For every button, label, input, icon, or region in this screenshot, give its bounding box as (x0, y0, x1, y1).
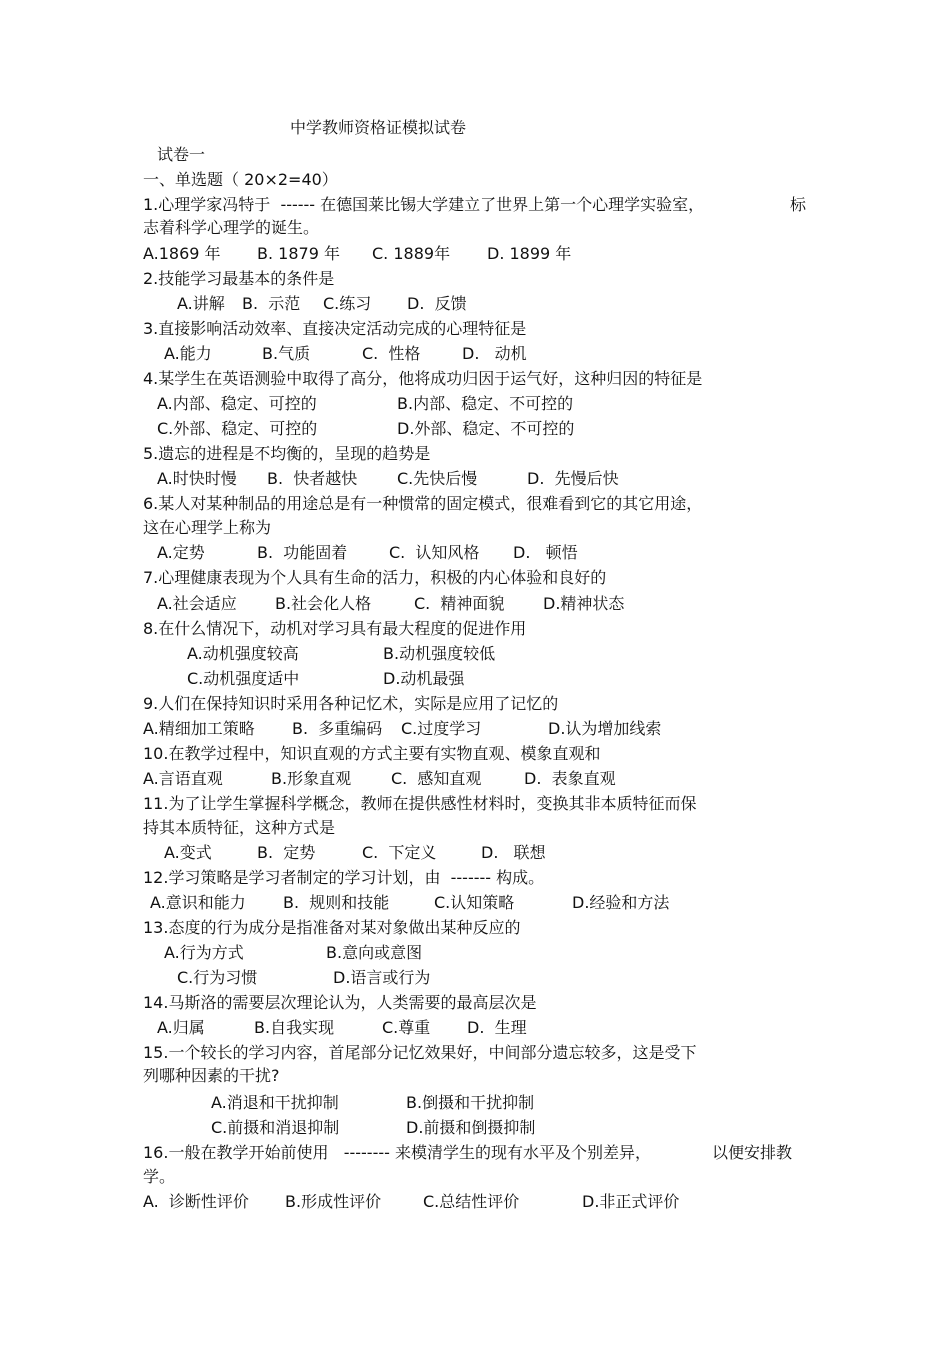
option-d: D. 表象直观 (524, 769, 616, 788)
question-stem-continued: 列哪种因素的干扰? (143, 1066, 280, 1085)
option-a: A.动机强度较高 (187, 644, 299, 663)
option-b: B.自我实现 (254, 1018, 335, 1037)
option-a: A.讲解 (177, 294, 225, 313)
option-a: A.能力 (164, 344, 212, 363)
option-b: B. 示范 (242, 294, 301, 313)
option-c: C.动机强度适中 (187, 669, 300, 688)
option-c: C.过度学习 (401, 719, 482, 738)
question-stem: 15.一个较长的学习内容，首尾部分记忆效果好，中间部分遗忘较多，这是受下 (143, 1043, 697, 1062)
option-d: D.精神状态 (543, 594, 625, 613)
option-d: D. 生理 (467, 1018, 527, 1037)
option-b: B. 1879 年 (257, 244, 340, 263)
option-d: D.认为增加线索 (548, 719, 662, 738)
question-stem: 8.在什么情况下，动机对学习具有最大程度的促进作用 (143, 619, 527, 638)
question-stem: 2.技能学习最基本的条件是 (143, 269, 335, 288)
option-a: A.言语直观 (143, 769, 223, 788)
option-c: C.认知策略 (434, 893, 515, 912)
option-b: B.内部、稳定、不可控的 (397, 394, 574, 413)
option-b: B.倒摄和干扰抑制 (406, 1093, 535, 1112)
question-stem: 13.态度的行为成分是指准备对某对象做出某种反应的 (143, 918, 521, 937)
option-d: D. 联想 (481, 843, 546, 862)
option-a: A.定势 (157, 543, 205, 562)
option-c: C.尊重 (382, 1018, 431, 1037)
question-stem: 6.某人对某种制品的用途总是有一种惯常的固定模式，很难看到它的其它用途， (143, 494, 703, 513)
option-d: D.语言或行为 (333, 968, 431, 987)
option-c: C.行为习惯 (177, 968, 258, 987)
option-a: A.内部、稳定、可控的 (157, 394, 317, 413)
option-d: D. 反馈 (407, 294, 467, 313)
option-d: D.非正式评价 (582, 1192, 680, 1211)
question-stem: 16.一般在教学开始前使用 -------- 来模清学生的现有水平及个别差异， (143, 1143, 651, 1162)
option-b: B.形象直观 (271, 769, 352, 788)
question-stem-tail: 以便安排教 (712, 1143, 793, 1162)
question-stem: 12.学习策略是学习者制定的学习计划，由 ------- 构成。 (143, 868, 545, 887)
option-b: B. 快者越快 (267, 469, 358, 488)
page-title: 中学教师资格证模拟试卷 (290, 118, 467, 137)
option-c: C. 精神面貌 (414, 594, 505, 613)
option-b: B.动机强度较低 (383, 644, 496, 663)
option-b: B. 功能固着 (257, 543, 348, 562)
option-a: A.1869 年 (143, 244, 221, 263)
option-a: A.意识和能力 (150, 893, 246, 912)
option-c: C. 认知风格 (389, 543, 480, 562)
option-a: A.行为方式 (164, 943, 244, 962)
option-a: A.归属 (157, 1018, 205, 1037)
option-a: A.消退和干扰抑制 (211, 1093, 339, 1112)
option-c: C.总结性评价 (423, 1192, 520, 1211)
question-stem: 11.为了让学生掌握科学概念，教师在提供感性材料时，变换其非本质特征而保 (143, 794, 697, 813)
option-d: D.经验和方法 (572, 893, 670, 912)
option-d: D. 顿悟 (513, 543, 578, 562)
option-d: D.前摄和倒摄抑制 (406, 1118, 536, 1137)
option-a: A.时快时慢 (157, 469, 237, 488)
paper-subtitle: 试卷一 (157, 145, 206, 164)
question-stem-continued: 这在心理学上称为 (143, 518, 272, 537)
option-d: D. 动机 (462, 344, 527, 363)
question-stem: 5.遗忘的进程是不均衡的，呈现的趋势是 (143, 444, 431, 463)
question-stem-continued: 志着科学心理学的诞生。 (143, 218, 320, 237)
option-c: C.练习 (323, 294, 372, 313)
option-b: B.形成性评价 (285, 1192, 382, 1211)
question-stem-continued: 持其本质特征，这种方式是 (143, 818, 336, 837)
option-b: B.意向或意图 (326, 943, 423, 962)
option-a: A.社会适应 (157, 594, 237, 613)
option-a: A.精细加工策略 (143, 719, 255, 738)
question-stem: 4.某学生在英语测验中取得了高分，他将成功归因于运气好，这种归因的特征是 (143, 369, 703, 388)
question-stem: 9.人们在保持知识时采用各种记忆术，实际是应用了记忆的 (143, 694, 559, 713)
question-stem: 7.心理健康表现为个人具有生命的活力，积极的内心体验和良好的 (143, 568, 607, 587)
section-heading: 一、单选题（ 20×2=40） (143, 170, 338, 189)
option-c: C.先快后慢 (397, 469, 478, 488)
option-b: B.社会化人格 (275, 594, 372, 613)
option-d: D. 1899 年 (487, 244, 572, 263)
option-d: D.外部、稳定、不可控的 (397, 419, 575, 438)
question-stem: 10.在教学过程中，知识直观的方式主要有实物直观、模象直观和 (143, 744, 601, 763)
question-stem: 3.直接影响活动效率、直接决定活动完成的心理特征是 (143, 319, 527, 338)
question-stem-tail: 标 (790, 195, 807, 214)
option-c: C. 性格 (362, 344, 421, 363)
question-stem: 14.马斯洛的需要层次理论认为，人类需要的最高层次是 (143, 993, 537, 1012)
option-b: B. 定势 (257, 843, 316, 862)
option-d: D.动机最强 (383, 669, 465, 688)
option-c: C. 下定义 (362, 843, 437, 862)
option-b: B. 规则和技能 (283, 893, 390, 912)
option-a: A. 诊断性评价 (143, 1192, 249, 1211)
option-c: C. 感知直观 (391, 769, 482, 788)
option-d: D. 先慢后快 (527, 469, 619, 488)
option-a: A.变式 (164, 843, 212, 862)
option-c: C.前摄和消退抑制 (211, 1118, 340, 1137)
question-stem-continued: 学。 (143, 1167, 176, 1186)
option-b: B.气质 (262, 344, 311, 363)
option-c: C. 1889年 (372, 244, 451, 263)
option-c: C.外部、稳定、可控的 (157, 419, 318, 438)
option-b: B. 多重编码 (292, 719, 383, 738)
question-stem: 1.心理学家冯特于 ------ 在德国莱比锡大学建立了世界上第一个心理学实验室， (143, 195, 705, 214)
